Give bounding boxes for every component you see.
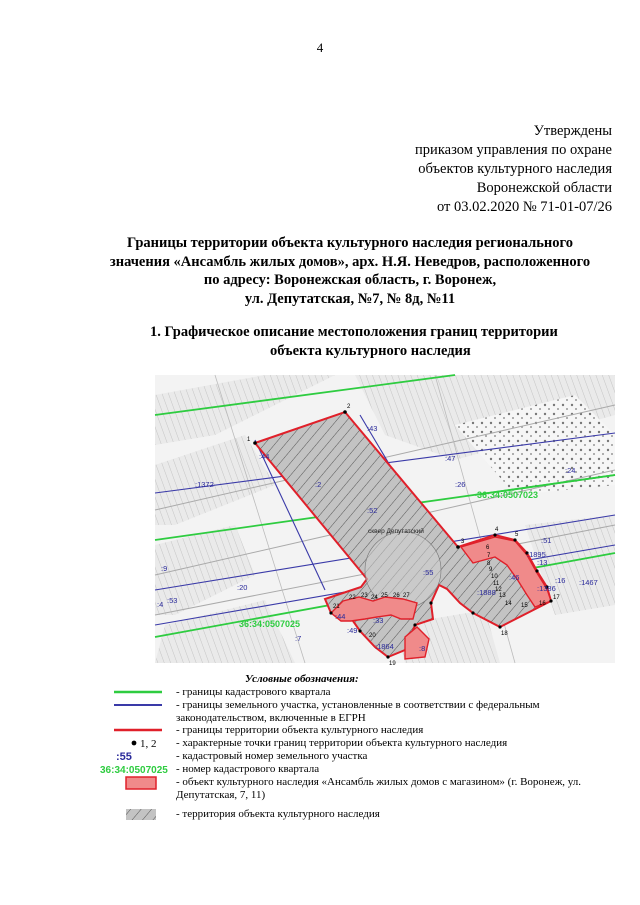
- point-label: 22: [349, 595, 356, 601]
- approval-line: от 03.02.2020 № 71-01-07/26: [436, 199, 612, 215]
- point-label: 9: [489, 567, 493, 573]
- quarter-label-top: 36:34:0507023: [477, 490, 539, 500]
- approval-block: [415, 122, 612, 217]
- point-label: 20: [369, 633, 376, 639]
- parcel-label: :55: [423, 568, 434, 577]
- quarter-number-sample: 36:34:0507025: [100, 765, 168, 776]
- page-number: 4: [316, 40, 324, 55]
- title-line: по адресу: Воронежская область, г. Воронеж,: [203, 272, 497, 288]
- parcel-label: :53: [167, 596, 178, 605]
- point-label: 5: [515, 532, 519, 538]
- legend-text: - кадастровый номер земельного участка: [176, 750, 368, 762]
- parcel-label: :33: [373, 616, 384, 625]
- section-heading-line: объекта культурного наследия: [270, 342, 471, 359]
- point-label: 17: [553, 595, 560, 601]
- parcel-label: :2: [315, 480, 322, 489]
- legend-item-parcel-number: [100, 750, 620, 764]
- legend-item-territory-boundary: [100, 724, 620, 738]
- parcel-label: :1386: [537, 584, 556, 593]
- quarter-label-bottom: 36:34:0507025: [239, 619, 301, 629]
- legend-text: - территория объекта культурного наследия: [176, 808, 380, 820]
- parcel-label: :26: [455, 480, 466, 489]
- cadastral-map: [155, 375, 615, 667]
- section-heading-line: 1. Графическое описание местоположения границ территории: [150, 324, 558, 340]
- point-label: 24: [371, 595, 378, 601]
- legend-text: - характерные точки границ территории объекта культурного наследия: [176, 737, 508, 749]
- legend-text: - границы территории объекта культурного наследия: [176, 724, 424, 736]
- approval-line: объектов культурного наследия: [418, 161, 612, 177]
- parcel-label: :20: [237, 583, 248, 592]
- parcel-label: :16: [555, 576, 566, 585]
- point-label: 23: [361, 593, 368, 599]
- parcel-label: :49: [347, 626, 358, 635]
- point-swatch: [100, 737, 172, 751]
- point-label: 8: [487, 561, 491, 567]
- legend-text: - границы земельного участка, установленные в соответствии с федеральным законодательством, включенные в ЕГРН: [176, 699, 540, 724]
- approval-line: Утверждены: [533, 123, 612, 139]
- parcel-label: :47: [445, 454, 456, 463]
- point-label: 10: [491, 574, 498, 580]
- parcel-label: :13: [537, 558, 548, 567]
- point-label: 6: [486, 545, 490, 551]
- point-label: 11: [493, 581, 500, 587]
- parcel-number-sample: :55: [116, 751, 132, 763]
- hatch-swatch: [100, 808, 172, 822]
- red-line-swatch: [100, 724, 172, 738]
- approval-line: Воронежской области: [476, 180, 612, 196]
- parcel-label: :44: [259, 452, 270, 461]
- point-label: 1: [247, 437, 251, 443]
- parcel-label: :1372: [195, 480, 214, 489]
- parcel-label: :4: [157, 600, 164, 609]
- green-line-swatch: [100, 686, 172, 700]
- map-drawing: [155, 375, 615, 667]
- approval-line: приказом управления по охране: [415, 142, 612, 158]
- quarter-number-swatch: [100, 763, 172, 777]
- parcel-label: :1895: [527, 550, 546, 559]
- point-label: 27: [403, 593, 410, 599]
- point-label: 3: [461, 539, 465, 545]
- point-label: 18: [501, 631, 508, 637]
- point-label: 13: [499, 593, 506, 599]
- parcel-number-swatch: [100, 750, 172, 764]
- legend-item-heritage-object: [100, 776, 620, 804]
- title-line: ул. Депутатская, №7, № 8д, №11: [244, 290, 456, 307]
- section-heading: [150, 323, 590, 360]
- point-label: 7: [487, 553, 491, 559]
- legend-item-parcel-boundary: [100, 699, 620, 727]
- legend-text: - номер кадастрового квартала: [176, 763, 320, 775]
- square-caption: сквер Депутатский: [368, 528, 424, 535]
- parcel-label: :24: [565, 466, 576, 475]
- parcel-label: :1467: [579, 578, 598, 587]
- legend-item-cadastral-quarter: [100, 686, 620, 700]
- parcel-label: :8: [419, 644, 426, 653]
- title-line: значения «Ансамбль жилых домов», арх. Н.Я. Неведров, расположенного: [109, 253, 591, 270]
- point-label: 4: [495, 527, 499, 533]
- point-label: 14: [505, 601, 512, 607]
- point-label: 26: [393, 593, 400, 599]
- point-label: 12: [495, 587, 502, 593]
- point-label: 15: [521, 603, 528, 609]
- point-label: 21: [333, 604, 340, 610]
- title-line: Границы территории объекта культурного наследия регионального: [127, 235, 573, 251]
- parcel-label: :9: [161, 564, 168, 573]
- point-label: 19: [389, 661, 396, 667]
- parcel-label: :44: [335, 612, 346, 621]
- parcel-label: :1888: [477, 588, 496, 597]
- parcel-label: :43: [367, 424, 378, 433]
- legend-text: - границы кадастрового квартала: [176, 686, 331, 698]
- point-label: 16: [539, 601, 546, 607]
- legend-title: Условные обозначения:: [245, 673, 359, 685]
- point-label: 25: [381, 593, 388, 599]
- legend-item-points: [100, 737, 620, 751]
- document-title: [100, 234, 600, 308]
- parcel-label: :46: [509, 573, 520, 582]
- legend-item-territory: [100, 808, 620, 822]
- point-label: 2: [347, 404, 351, 410]
- parcel-label: :1864: [375, 642, 394, 651]
- legend-item-quarter-number: [100, 763, 620, 777]
- parcel-label: :7: [295, 634, 302, 643]
- blue-line-swatch: [100, 699, 172, 713]
- point-swatch-label: 1, 2: [140, 738, 157, 750]
- parcel-label: :51: [541, 536, 552, 545]
- parcel-label: :52: [367, 506, 378, 515]
- red-fill-swatch: [100, 776, 172, 790]
- legend-text: - объект культурного наследия «Ансамбль жилых домов с магазином» (г. Воронеж, ул. Депутатская, 7, 11): [176, 776, 582, 801]
